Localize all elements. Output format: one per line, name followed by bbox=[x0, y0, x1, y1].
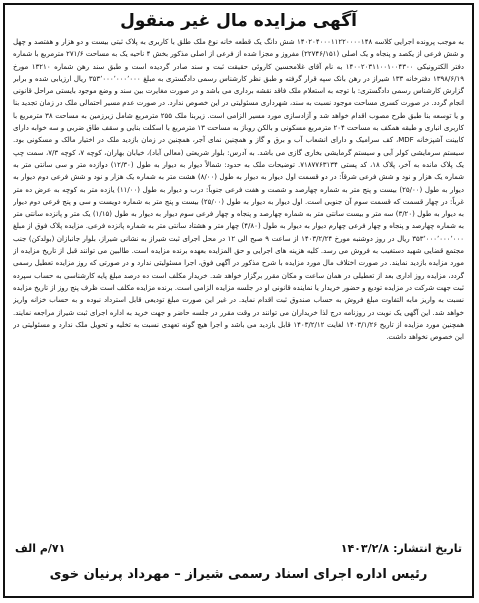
publish-date bbox=[341, 542, 462, 556]
notice-title: آگهی مزایده مال غیر منقول bbox=[120, 11, 357, 31]
publish-date-value: ۱۴۰۳/۲/۸ bbox=[340, 542, 390, 555]
notice-code: ۷۱/م الف bbox=[15, 542, 66, 555]
publish-date-label: تاریخ انتشار: bbox=[393, 542, 462, 555]
notice-frame bbox=[3, 3, 474, 598]
notice-footer bbox=[11, 534, 466, 590]
notice-body: به موجب پرونده اجرایی کلاسه ۱۴۰۲۰۴۰۰۰۱۱۲۲۰۰۰۰۱۴۸ شش دانگ یک قطعه خانه نوع ملک طلق با کاربری به پلاک ثبتی بیست و دو هزار و هفتصد و چهل و شش فرعی از یکصد و پنجاه و یک اصلی (۲۲۷۴۶/۱۵۱) مفروز و مجزا شده از فرعی از اصلی مذکور بخش ۴ ناحیه یک به مساحت ۲۷۱/۶ مترمربع با شماره دفتر الکترونیکی ۱۴۰۰۲۰۳۱۱۰۰۱۰۰۴۳۰۰ به نام آقای غلامحسین کاروئی حقیقت ثبت و سند صادر گردیده است و طبق سند رهن شماره ۱۳۲۱۰ مورخ ۱۳۹۸/۶/۱۹ دفترخانه ۱۳۳ شیراز در رهن بانک سپه قرار گرفته و طبق نظر کارشناس رسمی دادگستری به مبلغ ۳۵۳٬۰۰۰٬۰۰۰٬۰۰۰ ریال ارزیابی شده و برابر گزارش کارشناس رسمی دادگستری: با توجه به استعلام ملک فاقد نقشه برداری می باشد و در صورت مغایرت بین سند و وضع موجود بایستی مراحل قانونی انجام گردد. در صورت کسری مساحت موجود نسبت به سند، شهرداری مسئولیتی در این خصوص ندارد. در صورت عدم مسیر احتمالی ملک در زمان تجدید بنا و یا توسعه بنا طبق طرح مصوب اقدام خواهد شد و آزادسازی مورد مسیر الزامی است. زیربنا ملک ۲۵۵ مترمربع شامل زیرزمین به مساحت ۳۸ مترمربع با کاربری انباری و طبقه همکف به مساحت ۲۰۴ مترمربع مسکونی و بالکن روباز به مساحت ۱۳ مترمربع با اسکلت بنایی و سقف طاق ضربی و سه خوابه دارای کابینت آشپزخانه MDF، کف سرامیک و دارای انشعاب آب و برق و گاز و همچنین نمای آجر، همچنین در زمان بازدید ملک در اختیار مالک و مسکونی بود. سیستم سرمایشی کولر آبی و سیستم گرمایشی بخاری گازی می باشد. به آدرس: بلوار شریعتی (معالی آباد)، خیابان بهاران، کوچه ۷، کوچه ۷/۳، سمت چپ یک پلاک مانده به آخر، پلاک ۱۸، کد پستی ۷۱۸۷۷۶۳۱۳۴. توضیحات ملک به حدود: شمالاً دیوار به دیوار به طول (۱۲/۳۰) دوازده متر و سی سانتی متر به شماره یک هزار و نود و شش فرعی شرقاً: در دو قسمت اول دیوار به دیوار به طول (۸/۰۰) هشت متر به شماره یک هزار و نود و شش فرعی دوم دیوار به دیوار به طول (۲۵/۰۰) بیست و پنج متر به شماره چهارصد و شصت و هفت فرعی جنوباً: درب و دیوار به طول (۱۱/۰۰) یازده متر به کوچه به عرض ده متر غرباً: در چهار قسمت که قسمت سوم آن جنوبی است. اول دیوار به دیوار به طول (۲۵/۰۰) بیست و پنج متر به شماره دویست و سی و پنج فرعی دوم دیوار به دیوار به طول (۳/۲۰) سه متر و بیست سانتی متر به شماره چهارصد و پنجاه و چهار فرعی سوم دیوار به دیوار به طول (۱/۱۵) یک متر و پانزده سانتی متر به شماره چهارصد و پنجاه و چهار فرعی چهارم دیوار به دیوار به طول (۴/۸۰) چهار متر و هشتاد سانتی متر به شماره پانزده فرعی. مزایده پلاک فوق از مبلغ ۳۵۳٬۰۰۰٬۰۰۰٬۰۰۰ ریال در روز دوشنبه مورخ ۱۴۰۳/۲/۲۴ از ساعت ۹ صبح الی ۱۲ در محل اجرای ثبت شیراز به نشانی شیراز، بلوار جانبازان (بولدکن) جنب مجتمع قضایی شهید دستغیب به فروش می رسد. کلیه هزینه های اجرایی و حق المزایده بعهده برنده مزایده است. طالبین می توانند قبل از تاریخ مزایده از مورد مزایده بازدید نمایند. در صورت اختلاف مال مورد مزایده با شرح مذکور در آگهی فوق، اجرا مسئولیتی ندارد و در صورتی که روز مزایده تعطیل رسمی گردد، مزایده روز اداری بعد از تعطیلی در همان ساعت و مکان مقرر برگزار خواهد شد. خریدار مکلف است ده درصد مبلغ پایه کارشناسی به حساب سپرده ثبت جهت شرکت در مزایده تودیع و حضور خریدار یا نماینده قانونی او در جلسه مزایده الزامی است. برنده مزایده مکلف است ظرف پنج روز از تاریخ مزایده نسبت به واریز مابه التفاوت مبلغ فروش به حساب صندوق ثبت اقدام نماید. در غیر این صورت مبلغ تودیعی قابل استرداد نبوده و به حساب خزانه واریز خواهد شد. این آگهی یک نوبت در روزنامه درج لذا خریداران می توانند در وقت مقرر در جلسه حاضر و جهت خرید به اداره اجرای ثبت شیراز مراجعه نمایند. همچنین مورد مزایده از تاریخ ۱۴۰۳/۱/۲۶ لغایت ۱۴۰۳/۲/۱۲ قابل بازدید می باشد و اجرا هیچ گونه تعهدی نسبت به تخلیه و تحویل ملک ندارد و مسئولیتی در این خصوص نخواهد داشت. bbox=[13, 38, 464, 342]
signature-line: رئیس اداره اجرای اسناد رسمی شیراز – مهرداد پرنیان خوی bbox=[49, 567, 428, 582]
